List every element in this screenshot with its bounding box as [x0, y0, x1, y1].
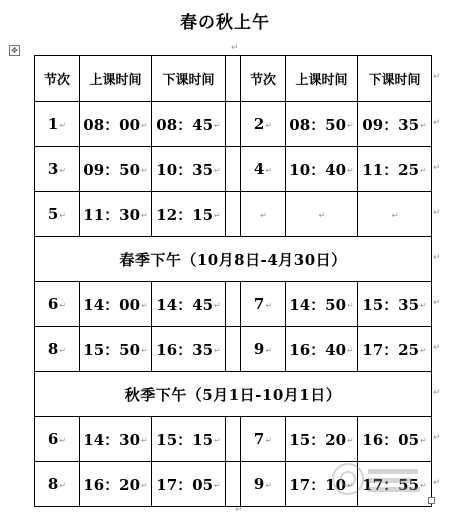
cell-mark: ↵ — [141, 301, 148, 310]
gap-cell — [226, 147, 241, 192]
start-time-cell-text: 14：00 — [83, 295, 141, 314]
end-time-cell-text: 14：45 — [156, 295, 214, 314]
period-cell-text: 6 — [47, 430, 59, 448]
end-time-cell-text: 12：15 — [156, 205, 214, 224]
row-end-mark: ↵ — [433, 477, 441, 488]
cell-mark: ↵ — [420, 436, 427, 445]
section-label: 春季下午（10月8日-4月30日） — [35, 237, 432, 282]
period-cell-text: 7 — [253, 430, 265, 448]
row-end-mark: ↵ — [433, 117, 441, 128]
paragraph-mark: ↵ — [231, 43, 239, 53]
cell-mark: ↵ — [420, 301, 427, 310]
start-time-cell-text: 09：50 — [83, 160, 141, 179]
header-cell: 下课时间 — [358, 56, 432, 102]
start-time-cell — [286, 417, 358, 462]
end-time-cell-text: 15：15 — [156, 430, 214, 449]
start-time-cell — [286, 147, 358, 192]
end-time-cell-text: 11：25 — [362, 160, 420, 179]
gap-cell — [226, 417, 241, 462]
table-move-handle-icon[interactable]: ✥ — [9, 45, 20, 56]
row-end-mark: ↵ — [433, 342, 441, 353]
cell-mark: ↵ — [318, 210, 326, 220]
table-row — [35, 192, 432, 237]
cell-mark: ↵ — [265, 300, 273, 310]
start-time-cell-text: 15：20 — [289, 430, 347, 449]
period-cell — [241, 282, 286, 327]
cell-mark: ↵ — [214, 211, 221, 220]
cell-mark: ↵ — [141, 346, 148, 355]
cell-mark: ↵ — [391, 210, 399, 220]
start-time-cell-text: 16：40 — [289, 340, 347, 359]
cell-mark: ↵ — [265, 165, 273, 175]
row-end-mark: ↵ — [433, 207, 441, 218]
period-cell-text: 3 — [47, 160, 59, 178]
start-time-cell — [286, 282, 358, 327]
cell-mark: ↵ — [141, 211, 148, 220]
start-time-cell — [80, 102, 152, 147]
document-title: 春の秋上午 — [180, 13, 270, 33]
period-cell-text: 5 — [47, 205, 59, 223]
header-row — [35, 56, 432, 102]
header-cell: 下课时间 — [152, 56, 226, 102]
end-time-cell — [358, 282, 432, 327]
end-time-cell — [152, 327, 226, 372]
end-time-cell-text: 09：35 — [362, 115, 420, 134]
cell-mark: ↵ — [59, 345, 67, 355]
header-cell: 节次 — [241, 56, 286, 102]
paragraph-mark: ↵ — [235, 505, 243, 515]
end-time-cell — [152, 417, 226, 462]
table-row — [35, 327, 432, 372]
cell-mark: ↵ — [59, 120, 67, 130]
row-end-mark: ↵ — [433, 387, 441, 398]
start-time-cell-text: 15：50 — [83, 340, 141, 359]
end-time-cell — [358, 462, 432, 507]
cell-mark: ↵ — [214, 166, 221, 175]
period-cell — [35, 192, 80, 237]
end-time-cell — [358, 102, 432, 147]
period-cell — [35, 462, 80, 507]
cell-mark: ↵ — [141, 481, 148, 490]
start-time-cell-text: 11：30 — [83, 205, 141, 224]
period-cell — [241, 102, 286, 147]
cell-mark: ↵ — [141, 436, 148, 445]
gap-cell — [226, 56, 241, 102]
table-row — [35, 102, 432, 147]
end-time-cell — [152, 282, 226, 327]
start-time-cell — [286, 192, 358, 237]
cell-mark: ↵ — [265, 435, 273, 445]
cell-mark: ↵ — [141, 166, 148, 175]
start-time-cell — [286, 462, 358, 507]
end-time-cell-text: 17：25 — [362, 340, 420, 359]
end-time-cell-text: 17：05 — [156, 475, 214, 494]
table-row — [35, 462, 432, 507]
end-time-cell-text: 10：35 — [156, 160, 214, 179]
cell-mark: ↵ — [214, 301, 221, 310]
start-time-cell-text: 16：20 — [83, 475, 141, 494]
cell-mark: ↵ — [141, 121, 148, 130]
cell-mark: ↵ — [265, 345, 273, 355]
end-time-cell — [152, 192, 226, 237]
period-cell-text: 7 — [253, 295, 265, 313]
gap-cell — [226, 462, 241, 507]
cell-mark: ↵ — [265, 120, 273, 130]
start-time-cell — [80, 192, 152, 237]
cell-mark: ↵ — [214, 436, 221, 445]
start-time-cell-text: 10：40 — [289, 160, 347, 179]
end-time-cell-text: 16：35 — [156, 340, 214, 359]
period-cell — [35, 327, 80, 372]
end-time-cell-text: 17：55 — [362, 475, 420, 494]
cell-mark: ↵ — [59, 300, 67, 310]
start-time-cell-text: 14：50 — [289, 295, 347, 314]
cell-mark: ↵ — [265, 480, 273, 490]
cell-mark: ↵ — [420, 121, 427, 130]
gap-cell — [226, 327, 241, 372]
period-cell — [241, 192, 286, 237]
end-time-cell-text: 16：05 — [362, 430, 420, 449]
start-time-cell — [80, 147, 152, 192]
schedule-table — [34, 55, 432, 507]
cell-mark: ↵ — [59, 480, 67, 490]
cell-mark: ↵ — [420, 346, 427, 355]
cell-mark: ↵ — [347, 436, 354, 445]
end-time-cell — [152, 102, 226, 147]
end-time-cell — [358, 417, 432, 462]
row-end-mark: ↵ — [433, 72, 441, 82]
end-time-cell — [358, 147, 432, 192]
section-row — [35, 372, 432, 417]
period-cell-text: 2 — [253, 115, 265, 133]
gap-cell — [226, 282, 241, 327]
cell-mark: ↵ — [260, 210, 267, 220]
cell-mark: ↵ — [420, 166, 427, 175]
period-cell — [241, 327, 286, 372]
end-time-cell — [152, 147, 226, 192]
period-cell — [241, 417, 286, 462]
row-end-mark: ↵ — [433, 162, 441, 173]
period-cell — [35, 147, 80, 192]
header-cell: 上课时间 — [286, 56, 358, 102]
cell-mark: ↵ — [214, 481, 221, 490]
period-cell — [35, 102, 80, 147]
end-time-cell — [358, 327, 432, 372]
gap-cell — [226, 102, 241, 147]
start-time-cell-text: 17：10 — [289, 475, 347, 494]
cell-mark: ↵ — [420, 481, 427, 490]
period-cell-text: 8 — [47, 475, 59, 493]
period-cell-text: 8 — [47, 340, 59, 358]
end-time-cell-text: 08：45 — [156, 115, 214, 134]
cell-mark: ↵ — [59, 435, 67, 445]
period-cell — [241, 147, 286, 192]
start-time-cell — [286, 327, 358, 372]
period-cell-text: 6 — [47, 295, 59, 313]
cell-mark: ↵ — [347, 481, 354, 490]
period-cell-text: 4 — [253, 160, 265, 178]
period-cell-text: 9 — [253, 340, 265, 358]
cell-mark: ↵ — [347, 121, 354, 130]
period-cell — [35, 417, 80, 462]
start-time-cell — [80, 327, 152, 372]
start-time-cell-text: 08：50 — [289, 115, 347, 134]
table-resize-handle[interactable] — [428, 497, 435, 504]
end-time-cell — [152, 462, 226, 507]
row-end-mark: ↵ — [433, 297, 441, 308]
row-end-mark: ↵ — [433, 432, 441, 443]
start-time-cell — [80, 462, 152, 507]
end-time-cell-text: 15：35 — [362, 295, 420, 314]
cell-mark: ↵ — [214, 121, 221, 130]
start-time-cell — [80, 282, 152, 327]
table-row — [35, 147, 432, 192]
cell-mark: ↵ — [59, 210, 67, 220]
header-cell: 节次 — [35, 56, 80, 102]
table-row — [35, 282, 432, 327]
start-time-cell — [286, 102, 358, 147]
period-cell — [241, 462, 286, 507]
cell-mark: ↵ — [59, 165, 67, 175]
gap-cell — [226, 192, 241, 237]
row-end-mark: ↵ — [433, 252, 441, 263]
period-cell-text: 1 — [47, 115, 59, 133]
start-time-cell-text: 08：00 — [83, 115, 141, 134]
cell-mark: ↵ — [214, 346, 221, 355]
start-time-cell — [80, 417, 152, 462]
start-time-cell-text: 14：30 — [83, 430, 141, 449]
end-time-cell — [358, 192, 432, 237]
table-row — [35, 417, 432, 462]
section-label: 秋季下午（5月1日-10月1日） — [35, 372, 432, 417]
header-cell: 上课时间 — [80, 56, 152, 102]
period-cell-text: 9 — [253, 475, 265, 493]
cell-mark: ↵ — [347, 166, 354, 175]
cell-mark: ↵ — [347, 301, 354, 310]
section-row — [35, 237, 432, 282]
period-cell — [35, 282, 80, 327]
cell-mark: ↵ — [347, 346, 354, 355]
